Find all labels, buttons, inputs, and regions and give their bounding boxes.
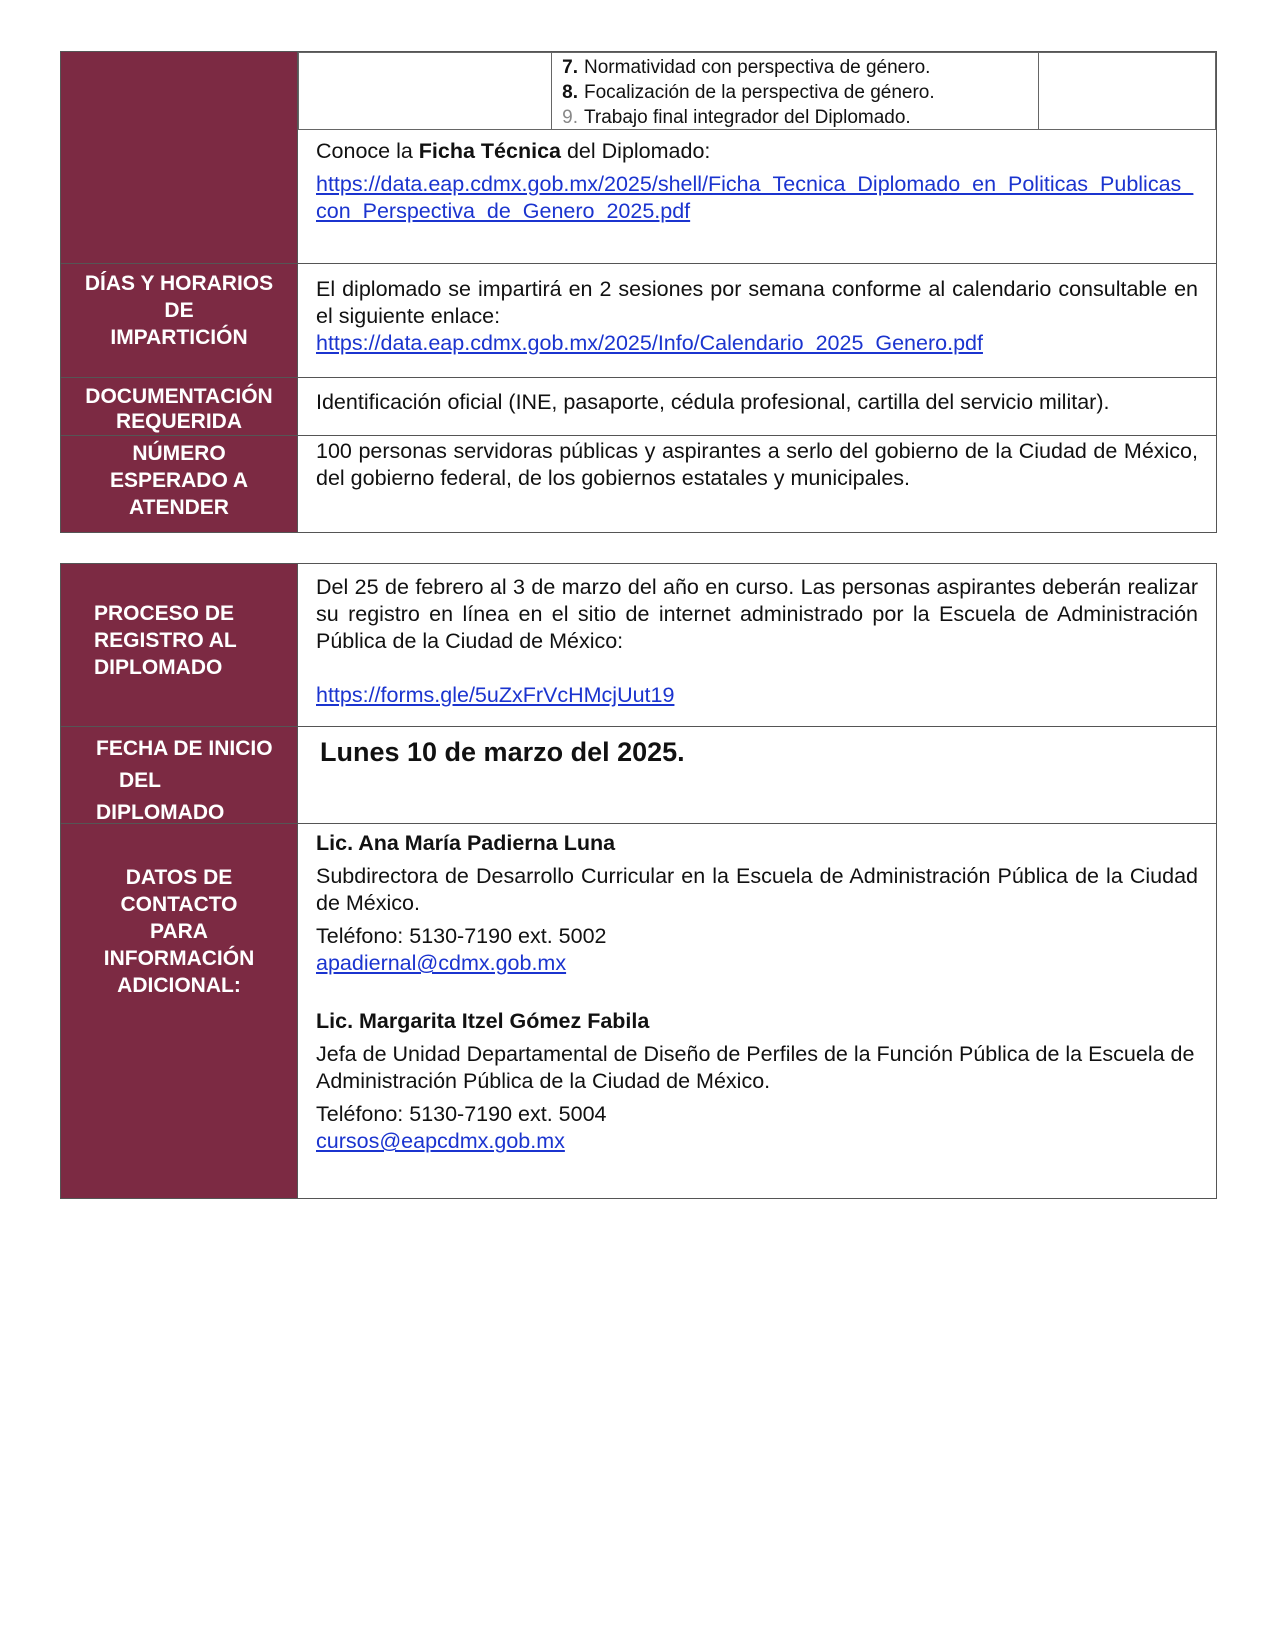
topic-item: 9. Trabajo final integrador del Diplomado. [562, 107, 911, 128]
info-table-2 [60, 563, 1217, 1199]
row-numero-esperado [61, 435, 1216, 532]
topic-item: 8. Focalización de la perspectiva de género. [562, 82, 935, 103]
topic-item: 7. Normatividad con perspectiva de género. [562, 57, 931, 78]
contact-card [316, 830, 1198, 977]
datos-contacto-block [316, 830, 1198, 1155]
contact-phone: Teléfono: 5130-7190 ext. 5004 [316, 1102, 607, 1126]
proceso-registro-block [316, 574, 1198, 709]
ficha-tecnica-intro: Conoce la Ficha Técnica del Diplomado: [316, 139, 711, 163]
contact-card [316, 1008, 1198, 1155]
topics-left-cell [298, 52, 552, 130]
info-table-1 [60, 51, 1217, 533]
ficha-tecnica-link[interactable]: https://data.eap.cdmx.gob.mx/2025/shell/Ficha_Tecnica_Diplomado_en_Politicas_Publicas_con_Perspectiva_de_Genero_2025.pdf [316, 172, 1194, 223]
label-datos-contacto: DATOS DE CONTACTO PARA INFORMACIÓN ADICIONAL: [61, 824, 298, 1198]
label-fecha-inicio: FECHA DE INICIO DEL DIPLOMADO [61, 727, 298, 823]
contact-name: Lic. Ana María Padierna Luna [316, 831, 616, 855]
row-ficha-tecnica [61, 52, 1216, 263]
contact-role: Jefa de Unidad Departamental de Diseño de Perfiles de la Función Pública de la Escuela de Administración Pública de la Ciudad de México. [316, 1042, 1195, 1093]
row-datos-contacto [61, 823, 1216, 1198]
contact-email-link[interactable]: apadiernal@cdmx.gob.mx [316, 951, 567, 975]
row-proceso-registro [61, 564, 1216, 726]
row-dias-horarios [61, 263, 1216, 377]
contact-phone: Teléfono: 5130-7190 ext. 5002 [316, 924, 607, 948]
calendario-link[interactable]: https://data.eap.cdmx.gob.mx/2025/Info/Calendario_2025_Genero.pdf [316, 331, 983, 355]
contact-role: Subdirectora de Desarrollo Curricular en la Escuela de Administración Pública de la Ciudad de México. [316, 864, 1198, 915]
topics-right-cell [1038, 52, 1216, 130]
row-documentacion [61, 377, 1216, 435]
label-documentacion: DOCUMENTACIÓN REQUERIDA [61, 378, 298, 435]
documentacion-text: Identificación oficial (INE, pasaporte, cédula profesional, cartilla del servicio militar). [316, 390, 1110, 414]
numero-esperado-text: 100 personas servidoras públicas y aspirantes a serlo del gobierno de la Ciudad de México, del gobierno federal, de los gobiernos estatales y municipales. [316, 439, 1198, 490]
label-proceso-registro: PROCESO DE REGISTRO AL DIPLOMADO [61, 564, 298, 726]
registro-form-link[interactable]: https://forms.gle/5uZxFrVcHMcjUut19 [316, 683, 675, 707]
fecha-inicio-text: Lunes 10 de marzo del 2025. [320, 737, 685, 767]
contact-email-link[interactable]: cursos@eapcdmx.gob.mx [316, 1129, 565, 1153]
ficha-tecnica-block [316, 138, 1198, 225]
label-numero-esperado: NÚMERO ESPERADO A ATENDER [61, 436, 298, 532]
row-label-empty [61, 52, 298, 263]
label-dias-horarios: DÍAS Y HORARIOS DE IMPARTICIÓN [61, 264, 298, 377]
row-fecha-inicio [61, 726, 1216, 823]
contact-name: Lic. Margarita Itzel Gómez Fabila [316, 1009, 650, 1033]
topics-list [551, 52, 1039, 130]
proceso-registro-text: Del 25 de febrero al 3 de marzo del año en curso. Las personas aspirantes deberán realizar su registro en línea en el sitio de internet administrado por la Escuela de Administración Pública de la Ciudad de México: [316, 575, 1198, 653]
dias-horarios-text: El diplomado se impartirá en 2 sesiones por semana conforme al calendario consultable en el siguiente enlace: [316, 277, 1198, 328]
dias-horarios-block [316, 276, 1198, 357]
